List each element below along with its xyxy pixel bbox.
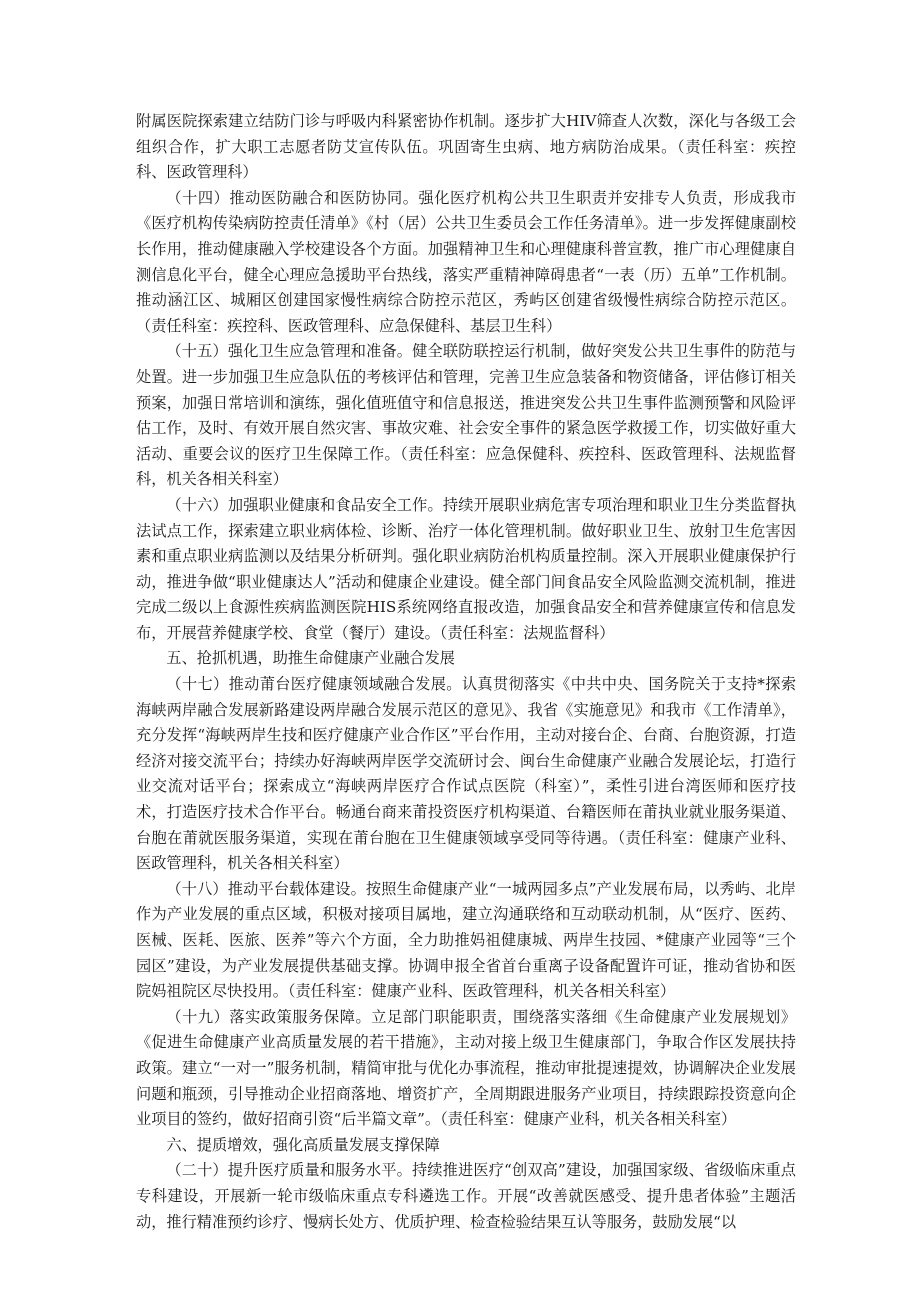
- paragraph-item-14: （十四）推动医防融合和医防协同。强化医疗机构公共卫生职责并安排专人负责，形成我市《医疗机构传染病防控责任清单》《村（居）公共卫生委员会工作任务清单》。进一步发挥健康副校长作用，推动健康融入学校建设各个方面。加强精神卫生和心理健康科普宣教，推广市心理健康自测信息化平台，健全心理应急援助平台热线，落实严重精神障碍患者“一表（历）五单”工作机制。推动涵江区、城厢区创建国家慢性病综合防控示范区，秀屿区创建省级慢性病综合防控示范区。（责任科室：疾控科、医政管理科、应急保健科、基层卫生科）: [136, 188, 796, 335]
- document-page: [136, 109, 796, 1235]
- paragraph-item-16: （十六）加强职业健康和食品安全工作。持续开展职业病危害专项治理和职业卫生分类监督执法试点工作，探索建立职业病体检、诊断、治疗一体化管理机制。做好职业卫生、放射卫生危害因素和重点职业病监测以及结果分析研判。强化职业病防治机构质量控制。深入开展职业健康保护行动，推进争做“职业健康达人”活动和健康企业建设。健全部门间食品安全风险监测交流机制，推进完成二级以上食源性疾病监测医院HIS系统网络直报改造，加强食品安全和营养健康宣传和信息发布，开展营养健康学校、食堂（餐厅）建设。（责任科室：法规监督科）: [136, 495, 796, 642]
- paragraph-item-20: （二十）提升医疗质量和服务水平。持续推进医疗“创双高”建设，加强国家级、省级临床重点专科建设，开展新一轮市级临床重点专科遴选工作。开展“改善就医感受、提升患者体验”主题活动，推行精准预约诊疗、慢病长处方、优质护理、检查检验结果互认等服务，鼓励发展“以: [136, 1161, 796, 1231]
- paragraph-item-19: （十九）落实政策服务保障。立足部门职能职责，围绕落实落细《生命健康产业发展规划》《促进生命健康产业高质量发展的若干措施》，主动对接上级卫生健康部门，争取合作区发展扶持政策。建立“一对一”服务机制，精简审批与优化办事流程，推动审批提速提效，协调解决企业发展问题和瓶颈，引导推动企业招商落地、增资扩产，全周期跟进服务产业项目，持续跟踪投资意向企业项目的签约，做好招商引资“后半篇文章”。（责任科室：健康产业科，机关各相关科室）: [136, 1007, 796, 1129]
- section-heading-5: 五、抢抓机遇，助推生命健康产业融合发展: [166, 649, 455, 668]
- paragraph-item-18: （十八）推动平台载体建设。按照生命健康产业“一城两园多点”产业发展布局，以秀屿、北岸作为产业发展的重点区域，积极对接项目属地，建立沟通联络和互动联动机制，从“医疗、医药、医械、医耗、医旅、医养”等六个方面，全力助推妈祖健康城、两岸生技园、*健康产业园等“三个园区”建设，为产业发展提供基础支撑。协调申报全省首台重离子设备配置许可证，推动省协和医院妈祖院区尽快投用。（责任科室：健康产业科、医政管理科，机关各相关科室）: [136, 879, 796, 1001]
- paragraph-item-15: （十五）强化卫生应急管理和准备。健全联防联控运行机制，做好突发公共卫生事件的防范与处置。进一步加强卫生应急队伍的考核评估和管理，完善卫生应急装备和物资储备，评估修订相关预案，加强日常培训和演练，强化值班值守和信息报送，推进突发公共卫生事件监测预警和风险评估工作，及时、有效开展自然灾害、事故灾难、社会安全事件的紧急医学救援工作，切实做好重大活动、重要会议的医疗卫生保障工作。（责任科室：应急保健科、疾控科、医政管理科、法规监督科，机关各相关科室）: [136, 342, 796, 489]
- section-heading-6: 六、提质增效，强化高质量发展支撑保障: [166, 1135, 440, 1154]
- paragraph-continuation: 附属医院探索建立结防门诊与呼吸内科紧密协作机制。逐步扩大HIV筛查人次数，深化与各级工会组织合作，扩大职工志愿者防艾宣传队伍。巩固寄生虫病、地方病防治成果。（责任科室：疾控科、医政管理科）: [136, 112, 796, 182]
- paragraph-item-17: （十七）推动莆台医疗健康领域融合发展。认真贯彻落实《中共中央、国务院关于支持*探索海峡两岸融合发展新路建设两岸融合发展示范区的意见》、我省《实施意见》和我市《工作清单》，充分发挥“海峡两岸生技和医疗健康产业合作区”平台作用，主动对接台企、台商、台胞资源，打造经济对接交流平台；持续办好海峡两岸医学交流研讨会、闽台生命健康产业融合发展论坛，打造行业交流对话平台；探索成立“海峡两岸医疗合作试点医院（科室）”，柔性引进台湾医师和医疗技术，打造医疗技术合作平台。畅通台商来莆投资医疗机构渠道、台籍医师在莆执业就业服务渠道、台胞在莆就医服务渠道，实现在莆台胞在卫生健康领域享受同等待遇。（责任科室：健康产业科、医政管理科，机关各相关科室）: [136, 675, 796, 873]
